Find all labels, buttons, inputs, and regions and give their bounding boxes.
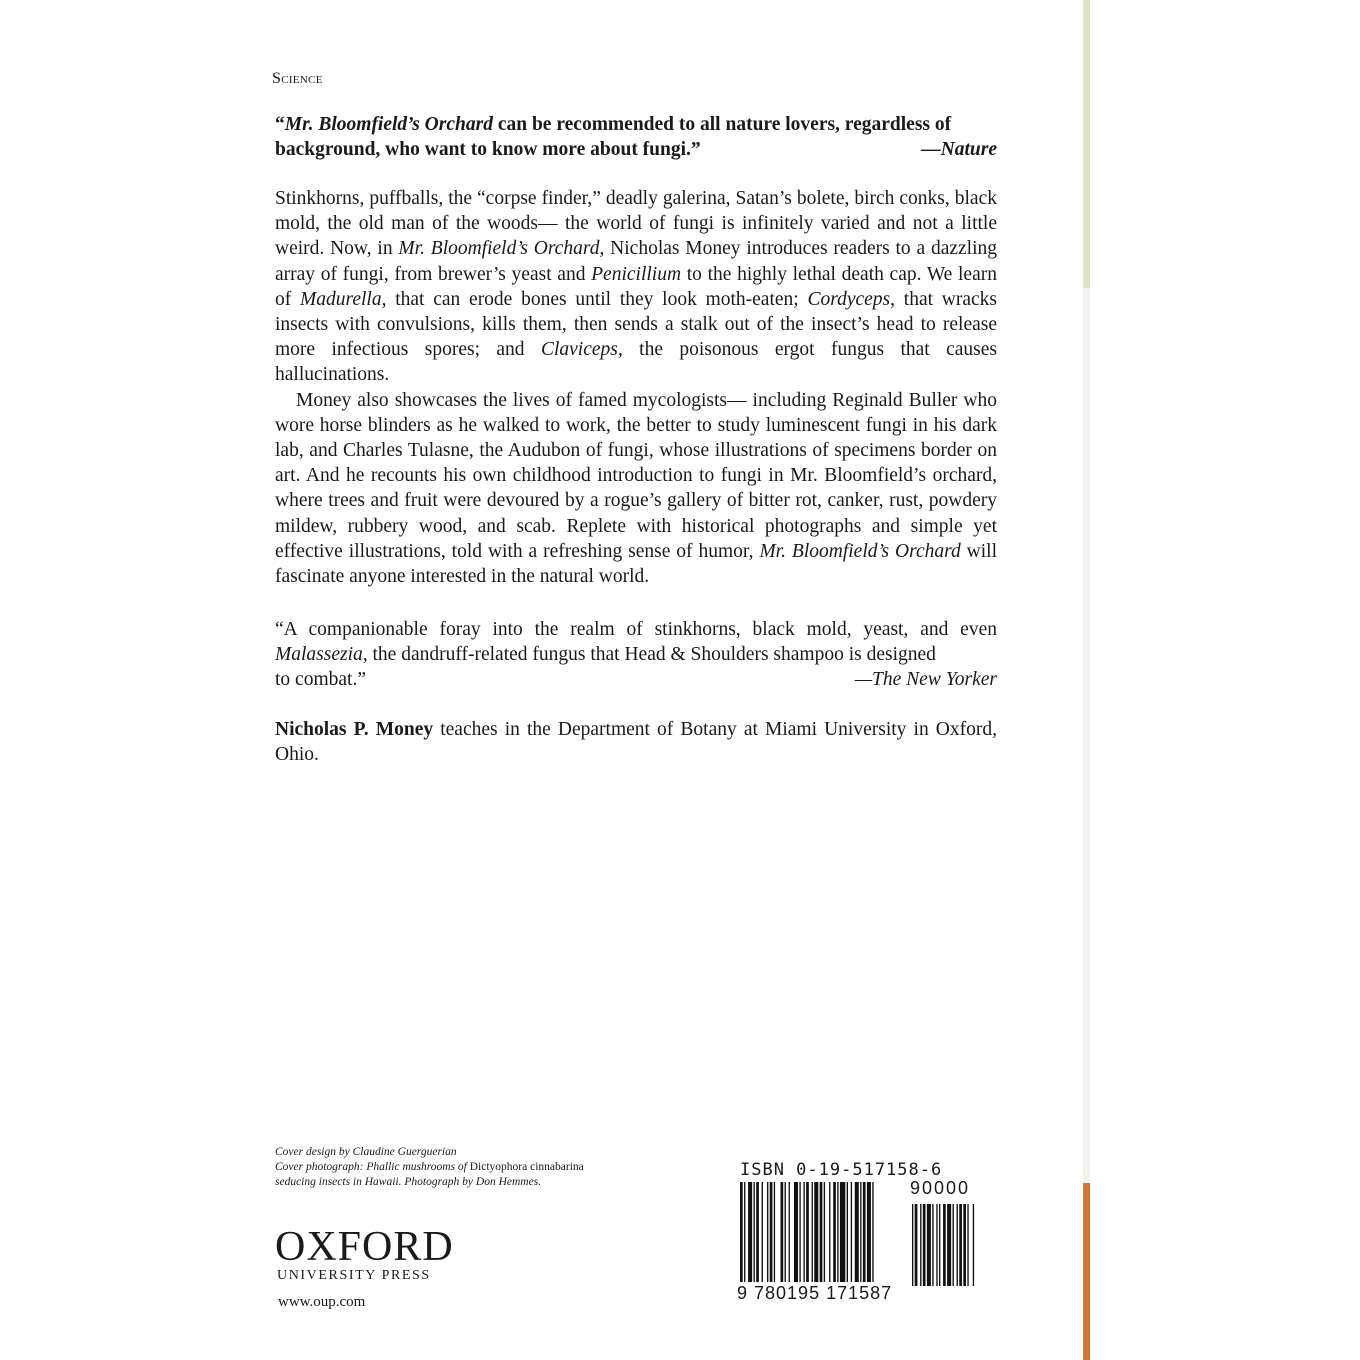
book-title: Mr. Bloomfield’s Orchard — [284, 114, 493, 135]
isbn-label: ISBN 0-19-517158-6 — [740, 1160, 943, 1180]
barcode-addon-bar — [957, 1204, 958, 1286]
species-name: Dictyophora cinnabarina — [469, 1161, 584, 1173]
barcode-bar — [803, 1182, 804, 1282]
barcode-bar — [756, 1182, 759, 1282]
credit-design: Cover design by Claudine Guerguerian — [275, 1146, 457, 1158]
barcode-addon-bar — [912, 1204, 913, 1286]
barcode-addon-bar — [967, 1204, 968, 1286]
spine-orange-band — [1083, 1183, 1090, 1360]
barcode-bar — [748, 1182, 752, 1282]
barcode-addon-bar — [932, 1204, 933, 1286]
barcode-addon-bar — [939, 1204, 940, 1286]
desc-text: , Nicholas Money introduces readers to a dazzling array of fungi, from brewer’s yeast and — [275, 238, 998, 285]
barcode-addon-bar — [947, 1204, 951, 1286]
spine-green-band — [1083, 0, 1090, 288]
barcode-addon-bar — [943, 1204, 946, 1286]
barcode-bar — [833, 1182, 836, 1282]
barcode-bar — [824, 1182, 825, 1282]
barcode-bar — [855, 1182, 859, 1282]
credit-photo-text: Cover photograph: Phallic mushrooms of — [275, 1161, 470, 1173]
barcode — [740, 1182, 992, 1286]
barcode-addon-bar — [963, 1204, 966, 1286]
barcode-bar — [863, 1182, 866, 1282]
oxford-logo: OXFORD — [275, 1224, 454, 1270]
quote-text: “A companionable foray into the realm of stinkhorns, black mold, yeast, and even — [275, 619, 997, 640]
category-label: Science — [272, 70, 323, 87]
barcode-addon-bar — [915, 1204, 918, 1286]
barcode-bar — [851, 1182, 852, 1282]
barcode-addon-bar — [936, 1204, 937, 1286]
barcode-addon-digits: 90000 — [910, 1178, 971, 1198]
quote-text: can be recommended to all nature lovers, regardless of — [492, 114, 952, 135]
barcode-addon-bar — [973, 1204, 974, 1286]
credit-photo — [275, 1160, 584, 1175]
barcode-bar — [754, 1182, 755, 1282]
barcode-bar — [837, 1182, 838, 1282]
desc-text: , the poisonous ergot fungus that causes hallucinations. — [275, 339, 997, 386]
barcode-bar — [799, 1182, 800, 1282]
author-name: Nicholas P. Money — [275, 719, 434, 740]
spine-pale-band — [1083, 288, 1090, 1183]
desc-text: , that wracks insects with convulsions, kills them, then sends a stalk out of the insect’s head to release more infectious spores; and — [275, 288, 997, 361]
barcode-addon-bar — [927, 1204, 931, 1286]
barcode-bar — [744, 1182, 745, 1282]
barcode-bar — [814, 1182, 818, 1282]
book-title: Mr. Bloomfield’s Orchard — [398, 238, 600, 260]
desc-text: Money also showcases the lives of famed mycologists— including Reginald Buller who wore horse blinders as he walked to work, the better to study luminescent fungi in his dark lab, and Charles Tulasne, the Audubon of fungi, whose illustrations of specimens border on art. And he recounts his own childhood introduction to fungi in Mr. Bloomfield’s orchard, where trees and fruit were devoured by a rogue’s gallery of bitter rot, canker, rust, powdery mildew, rubbery wood, and scab. Replete with historical photographs and simple yet effective illustrations, told with a refreshing sense of humor, — [275, 389, 997, 562]
barcode-addon-bar — [923, 1204, 926, 1286]
quote-text-line2: background, who want to know more about fungi.” — [275, 139, 701, 161]
quote-attribution: —The New Yorker — [854, 669, 997, 691]
desc-text: , that can erode bones until they look moth-eaten; — [381, 288, 808, 310]
publisher-website: www.oup.com — [278, 1294, 366, 1310]
description-paragraph-2 — [275, 388, 997, 590]
barcode-bar — [872, 1182, 873, 1282]
quote-open-mark: “ — [275, 114, 285, 135]
genus-name: Claviceps — [540, 339, 618, 361]
quote-text: , the dandruff-related fungus that Head & Shoulders shampoo is designed — [362, 644, 936, 666]
quote-attribution: —Nature — [921, 139, 997, 161]
genus-name: Cordyceps — [807, 288, 891, 310]
barcode-bar — [820, 1182, 823, 1282]
quote-text-end: to combat.” — [275, 669, 366, 691]
desc-text: Stinkhorns, puffballs, the “corpse finder,” deadly galerina, Satan’s bolete, birch conks, black mold, the old man of the woods— the world of fungi is infinitely varied and not a little weird. Now, in — [275, 188, 997, 260]
barcode-bar — [762, 1182, 763, 1282]
barcode-bar — [847, 1182, 848, 1282]
barcode-bar — [781, 1182, 784, 1282]
barcode-bar — [812, 1182, 813, 1282]
barcode-bar — [767, 1182, 768, 1282]
description-paragraph-1 — [275, 186, 997, 388]
bio-text: teaches in the Department of Botany at Miami University in Oxford, Ohio. — [275, 719, 997, 766]
barcode-bar — [867, 1182, 871, 1282]
barcode-addon-bar — [953, 1204, 954, 1286]
barcode-bar — [794, 1182, 798, 1282]
barcode-bar — [740, 1182, 743, 1282]
genus-name: Malassezia — [275, 644, 363, 666]
barcode-bar — [860, 1182, 861, 1282]
barcode-bar — [789, 1182, 790, 1282]
genus-name: Madurella — [300, 288, 382, 310]
barcode-bar — [829, 1182, 830, 1282]
barcode-addon-bar — [959, 1204, 962, 1286]
cover-credits — [275, 1145, 584, 1190]
author-bio — [275, 717, 997, 767]
desc-text: to the highly lethal death cap. We learn of — [275, 263, 997, 310]
ean-digits: 9 780195 171587 — [737, 1283, 893, 1303]
book-title: Mr. Bloomfield’s Orchard — [759, 540, 961, 562]
credit-photo-line3: seducing insects in Hawaii. Photograph by Don Hemmes. — [275, 1176, 542, 1188]
barcode-bar — [770, 1182, 773, 1282]
book-description — [275, 186, 997, 589]
genus-name: Penicillium — [591, 263, 682, 285]
top-review-quote — [275, 112, 997, 162]
desc-text: will fascinate anyone interested in the natural world. — [275, 540, 997, 588]
barcode-bar — [774, 1182, 775, 1282]
university-press-label: UNIVERSITY PRESS — [277, 1268, 431, 1283]
barcode-bar — [806, 1182, 809, 1282]
barcode-addon-bar — [920, 1204, 921, 1286]
second-review-quote — [275, 617, 997, 693]
barcode-bar — [840, 1182, 845, 1282]
barcode-bar — [785, 1182, 786, 1282]
